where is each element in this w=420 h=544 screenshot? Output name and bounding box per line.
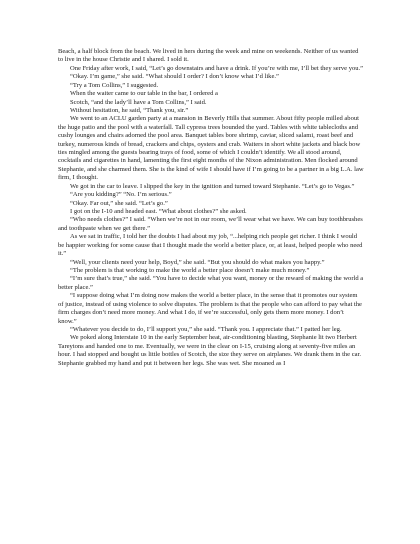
- document-page: [58, 48, 364, 368]
- paragraph: “Okay. Far out,” she said. “Let’s go.”: [70, 199, 168, 207]
- paragraph: We got in the car to leave. I slipped the key in the ignition and turned toward Stephanie. “Let’s go to Vegas.”: [70, 182, 355, 190]
- paragraph: Scotch, “and the lady’ll have a Tom Collins,” I said.: [70, 98, 207, 106]
- paragraph: “I’m sure that’s true,” she said. “You have to decide what you want, money or the reward of making the world a better place.”: [58, 275, 364, 291]
- paragraph: Without hesitation, he said, “Thank you, sir.”: [70, 106, 189, 114]
- paragraph: “Well, your clients need your help, Boyd,” she said. “But you should do what makes you happy.”: [70, 258, 325, 266]
- paragraph: Beach, a half block from the beach. We lived in hers during the week and mine on weekends. Neither of us wanted to live in the house Christie and I shared. I sold it.: [58, 48, 359, 64]
- paragraph: When the waiter came to our table in the bar, I ordered a: [70, 90, 218, 98]
- paragraph: “Are you kidding?” “No. I’m serious.”: [70, 191, 172, 199]
- paragraph: “The problem is that working to make the world a better place doesn’t make much money.”: [70, 266, 310, 274]
- paragraph: I got on the I-10 and headed east. “What about clothes?” she asked.: [70, 208, 247, 216]
- paragraph: “Who needs clothes?” I said. “When we’re not in our room, we’ll wear what we have. We can buy toothbrushes and toothpaste when we get there.”: [58, 216, 363, 232]
- paragraph: We poked along Interstate 10 in the early September heat, air-conditioning blasting, Stephanie lit two Herbert Tareytons and handed one to me. Eventually, we were in the clear on I-15, cruising along at seventy-five miles an hour. I had stopped and bought us little bottles of Scotch, the size they serve on airplanes. We drank them in the car. Stephanie grabbed my hand and put it between her legs. She was wet. She moaned as I: [58, 334, 361, 367]
- paragraph: One Friday after work, I said, “Let’s go downstairs and have a drink. If you’re with me, I’ll bet they serve you.”: [70, 64, 364, 72]
- paragraph: As we sat in traffic, I told her the doubts I had about my job, “...helping rich people get richer. I think I would be happier working for some cause that I thought made the world a better place, or, at least, helped people who need it.”: [58, 233, 363, 258]
- paragraph: We went to an ACLU garden party at a mansion in Beverly Hills that summer. About fifty people milled about the huge patio and the pool with a waterfall. Tall cypress trees bounded the yard. Tables with white tablecloths and cushy lounges and chairs adorned the pool area. Banquet tables bore shrimp, caviar, sliced salami, roast beef and turkey, numerous kinds of bread, crackers and chips, oysters and crab. Waiters in short white jackets and black bow ties mingled among the guests bearing trays of food, some of which I couldn’t identify. We all stood around, cocktails and cigarettes in hand, lamenting the first eight months of the Nixon administration. Men flocked around Stephanie, and she charmed them. She is the kind of wife I should have if I’m going to be a partner in a big L.A. law firm, I thought.: [58, 115, 364, 182]
- paragraph: “Okay. I’m game,” she said. “What should I order? I don’t know what I’d like.”: [70, 73, 279, 81]
- paragraph: “I suppose doing what I’m doing now makes the world a better place, in the sense that it promotes our system of justice, instead of using violence to solve disputes. The problem is that the people who can afford to pay what the firm charges don’t need more money. And what I do, if we’re successful, only gets them more money. I don’t know.”: [58, 292, 362, 325]
- paragraph: “Whatever you decide to do, I’ll support you,” she said. “Thank you. I appreciate that.” I patted her leg.: [70, 325, 342, 333]
- paragraph: “Try a Tom Collins,” I suggested.: [70, 81, 159, 89]
